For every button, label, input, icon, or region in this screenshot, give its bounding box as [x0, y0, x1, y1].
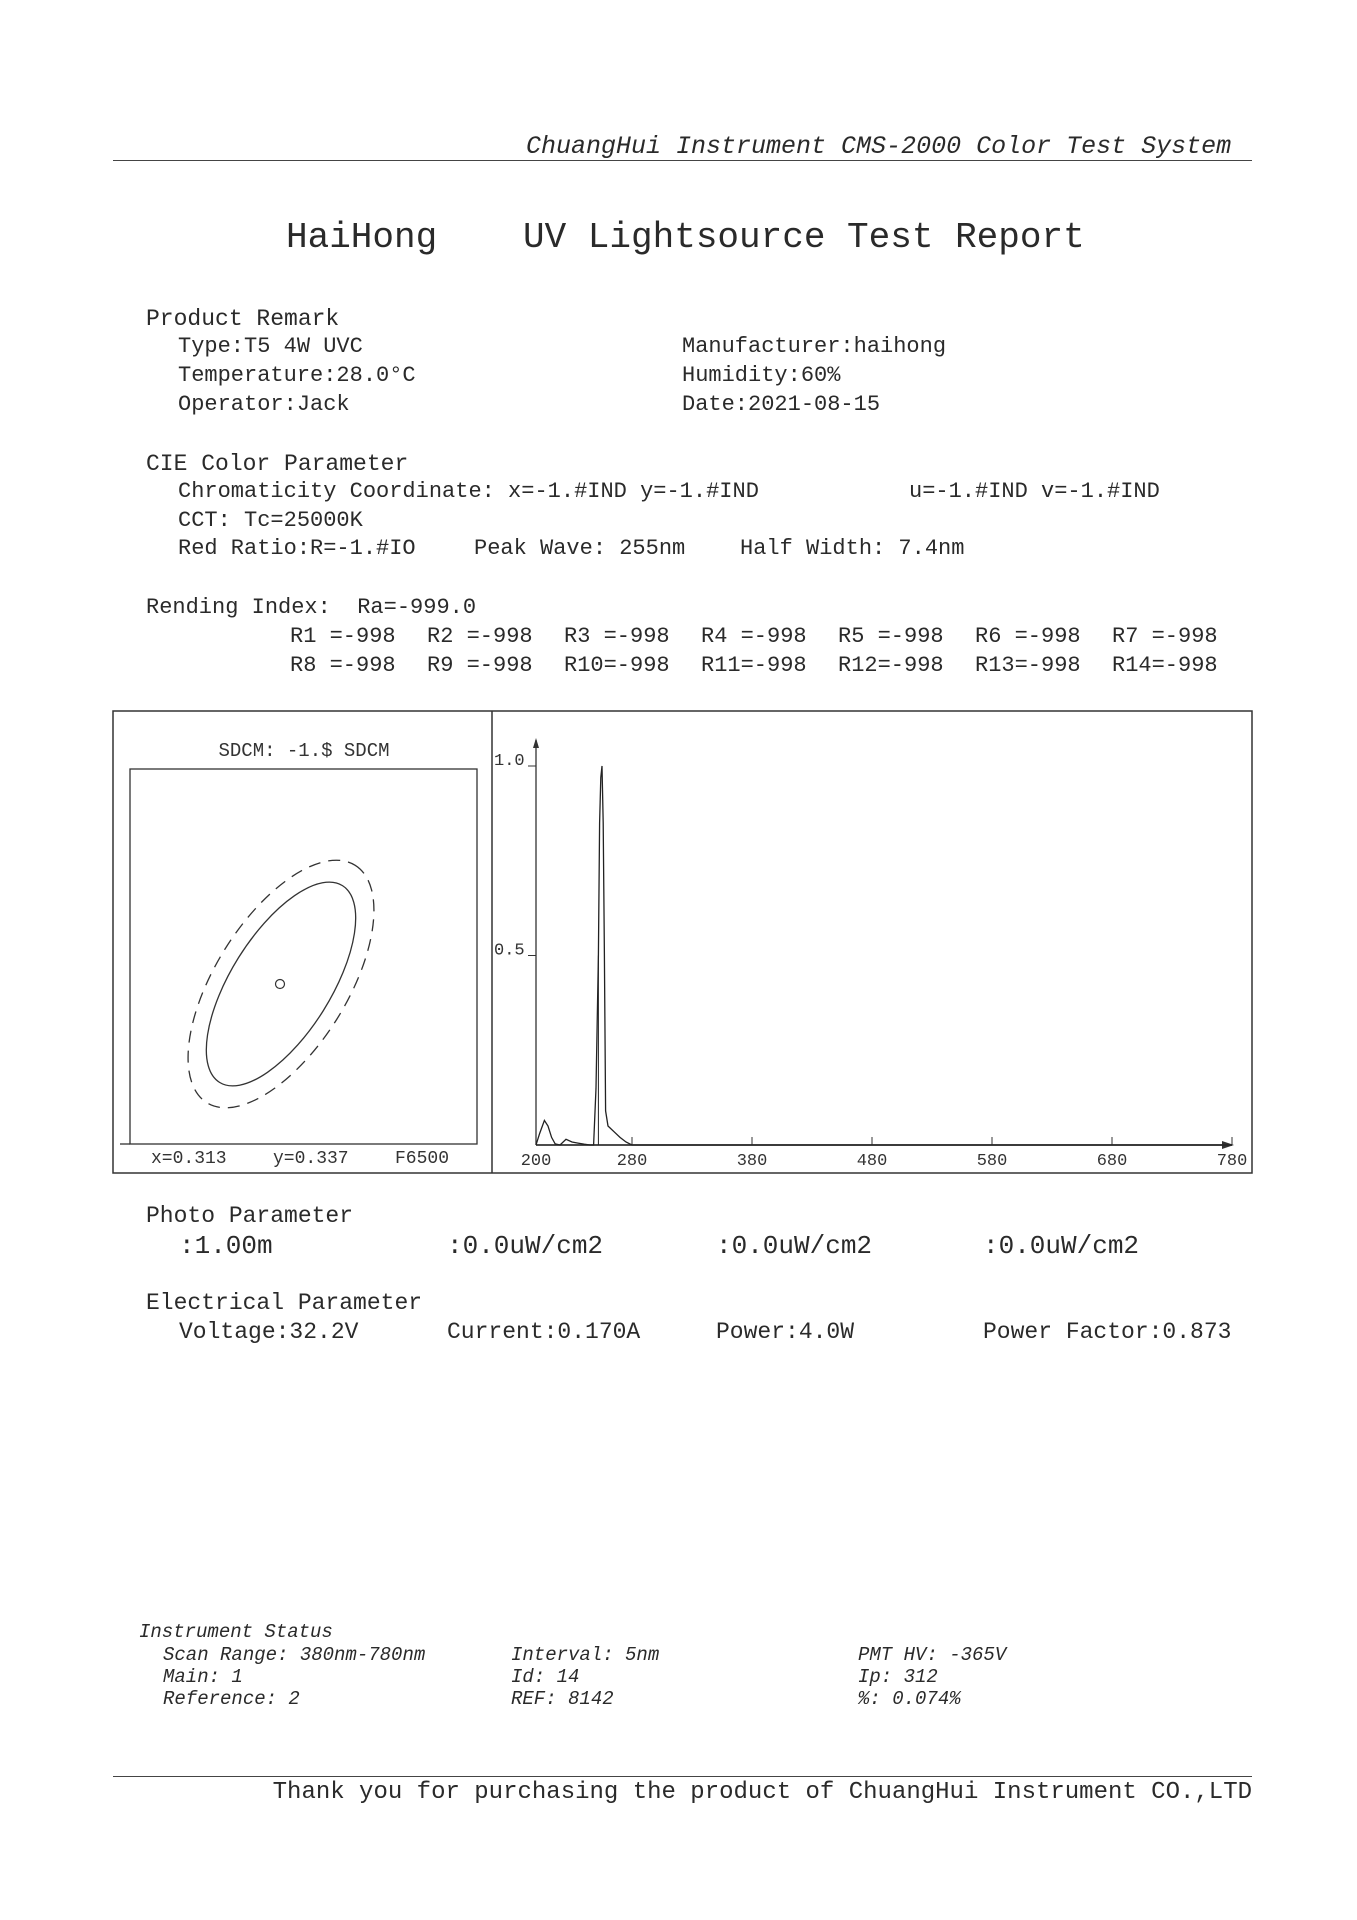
rendering-index-value: R8 =-998: [290, 653, 396, 678]
sdcm-box: [130, 769, 477, 1144]
product-date: Date:2021-08-15: [682, 392, 881, 417]
rendering-index-value: R10=-998: [564, 653, 670, 678]
sdcm-x-label: x=0.313: [151, 1149, 227, 1169]
spectrum-chart: [494, 738, 1247, 1171]
spectrum-line: [536, 766, 1232, 1145]
y-tick-label: 0.5: [494, 941, 525, 961]
x-tick-label: 680: [1096, 1152, 1128, 1171]
product-manufacturer: Manufacturer:haihong: [682, 334, 947, 359]
x-tick-label: 200: [520, 1152, 552, 1171]
instrument-main: Main: 1: [163, 1666, 243, 1688]
instrument-percent: %: 0.074%: [858, 1688, 961, 1710]
y-tick-label: 1.0: [494, 752, 525, 771]
cie-cct: CCT: Tc=25000K: [178, 508, 363, 533]
system-header: ChuangHui Instrument CMS-2000 Color Test System: [526, 132, 1232, 161]
photo-value-4: :0.0uW/cm2: [983, 1231, 1140, 1261]
rendering-index-value: R11=-998: [701, 653, 807, 678]
x-tick-label: 580: [976, 1152, 1008, 1171]
instrument-ref: REF: 8142: [511, 1688, 614, 1710]
rendering-index-value: R3 =-998: [564, 624, 670, 649]
rendering-index-value: R9 =-998: [427, 653, 533, 678]
instrument-heading: Instrument Status: [139, 1621, 333, 1643]
sdcm-y-label: y=0.337: [273, 1149, 349, 1169]
rendering-index-value: R5 =-998: [838, 624, 944, 649]
cie-uv: u=-1.#IND v=-1.#IND: [909, 479, 1160, 504]
footer-divider: [113, 1776, 1252, 1777]
report-title: UV Lightsource Test Report: [523, 217, 1085, 258]
chart-frame: [113, 711, 1252, 1173]
electrical-power-factor: Power Factor:0.873: [983, 1319, 1232, 1345]
product-temperature: Temperature:28.0°C: [178, 363, 416, 388]
sdcm-inner-ellipse: [177, 859, 385, 1109]
electrical-power: Power:4.0W: [716, 1319, 855, 1345]
sdcm-title: SDCM: -1.$ SDCM: [218, 740, 390, 762]
product-operator: Operator:Jack: [178, 392, 350, 417]
rendering-heading: Rending Index: Ra=-999.0: [146, 595, 477, 620]
instrument-reference: Reference: 2: [163, 1688, 300, 1710]
rendering-index-value: R2 =-998: [427, 624, 533, 649]
brand-title: HaiHong: [286, 217, 438, 258]
x-tick-label: 780: [1216, 1152, 1248, 1171]
electrical-current: Current:0.170A: [447, 1319, 641, 1345]
chromaticity-point-marker: [276, 980, 285, 989]
photo-heading: Photo Parameter: [146, 1203, 354, 1229]
electrical-voltage: Voltage:32.2V: [179, 1319, 359, 1345]
instrument-scan-range: Scan Range: 380nm-780nm: [163, 1644, 426, 1666]
x-tick-label: 280: [616, 1152, 648, 1171]
instrument-pmt-hv: PMT HV: -365V: [858, 1644, 1007, 1666]
rendering-index-value: R4 =-998: [701, 624, 807, 649]
footer-thanks: Thank you for purchasing the product of ChuangHui Instrument CO.,LTD: [272, 1779, 1252, 1806]
rendering-index-value: R7 =-998: [1112, 624, 1218, 649]
y-axis-arrow-icon: [533, 738, 539, 748]
product-humidity: Humidity:60%: [682, 363, 841, 388]
rendering-index-value: R14=-998: [1112, 653, 1218, 678]
electrical-heading: Electrical Parameter: [146, 1290, 423, 1316]
photo-value-2: :0.0uW/cm2: [447, 1231, 604, 1261]
cie-red-ratio: Red Ratio:R=-1.#IO: [178, 536, 416, 561]
instrument-ip: Ip: 312: [858, 1666, 938, 1688]
cie-chromaticity: Chromaticity Coordinate: x=-1.#IND y=-1.#IND: [178, 479, 759, 504]
sdcm-ref-label: F6500: [395, 1149, 450, 1169]
sdcm-outer-ellipse: [151, 830, 411, 1137]
rendering-index-value: R6 =-998: [975, 624, 1081, 649]
x-tick-label: 380: [736, 1152, 768, 1171]
rendering-index-value: R13=-998: [975, 653, 1081, 678]
rendering-index-value: R12=-998: [838, 653, 944, 678]
rendering-index-value: R1 =-998: [290, 624, 396, 649]
product-heading: Product Remark: [146, 306, 340, 332]
cie-heading: CIE Color Parameter: [146, 451, 409, 477]
photo-value-1: :1.00m: [179, 1231, 273, 1261]
x-tick-label: 480: [856, 1152, 888, 1171]
cie-half-width: Half Width: 7.4nm: [740, 536, 965, 561]
photo-value-3: :0.0uW/cm2: [716, 1231, 873, 1261]
cie-peak-wave: Peak Wave: 255nm: [474, 536, 686, 561]
instrument-id: Id: 14: [511, 1666, 580, 1688]
product-type: Type:T5 4W UVC: [178, 334, 363, 359]
instrument-interval: Interval: 5nm: [511, 1644, 660, 1666]
